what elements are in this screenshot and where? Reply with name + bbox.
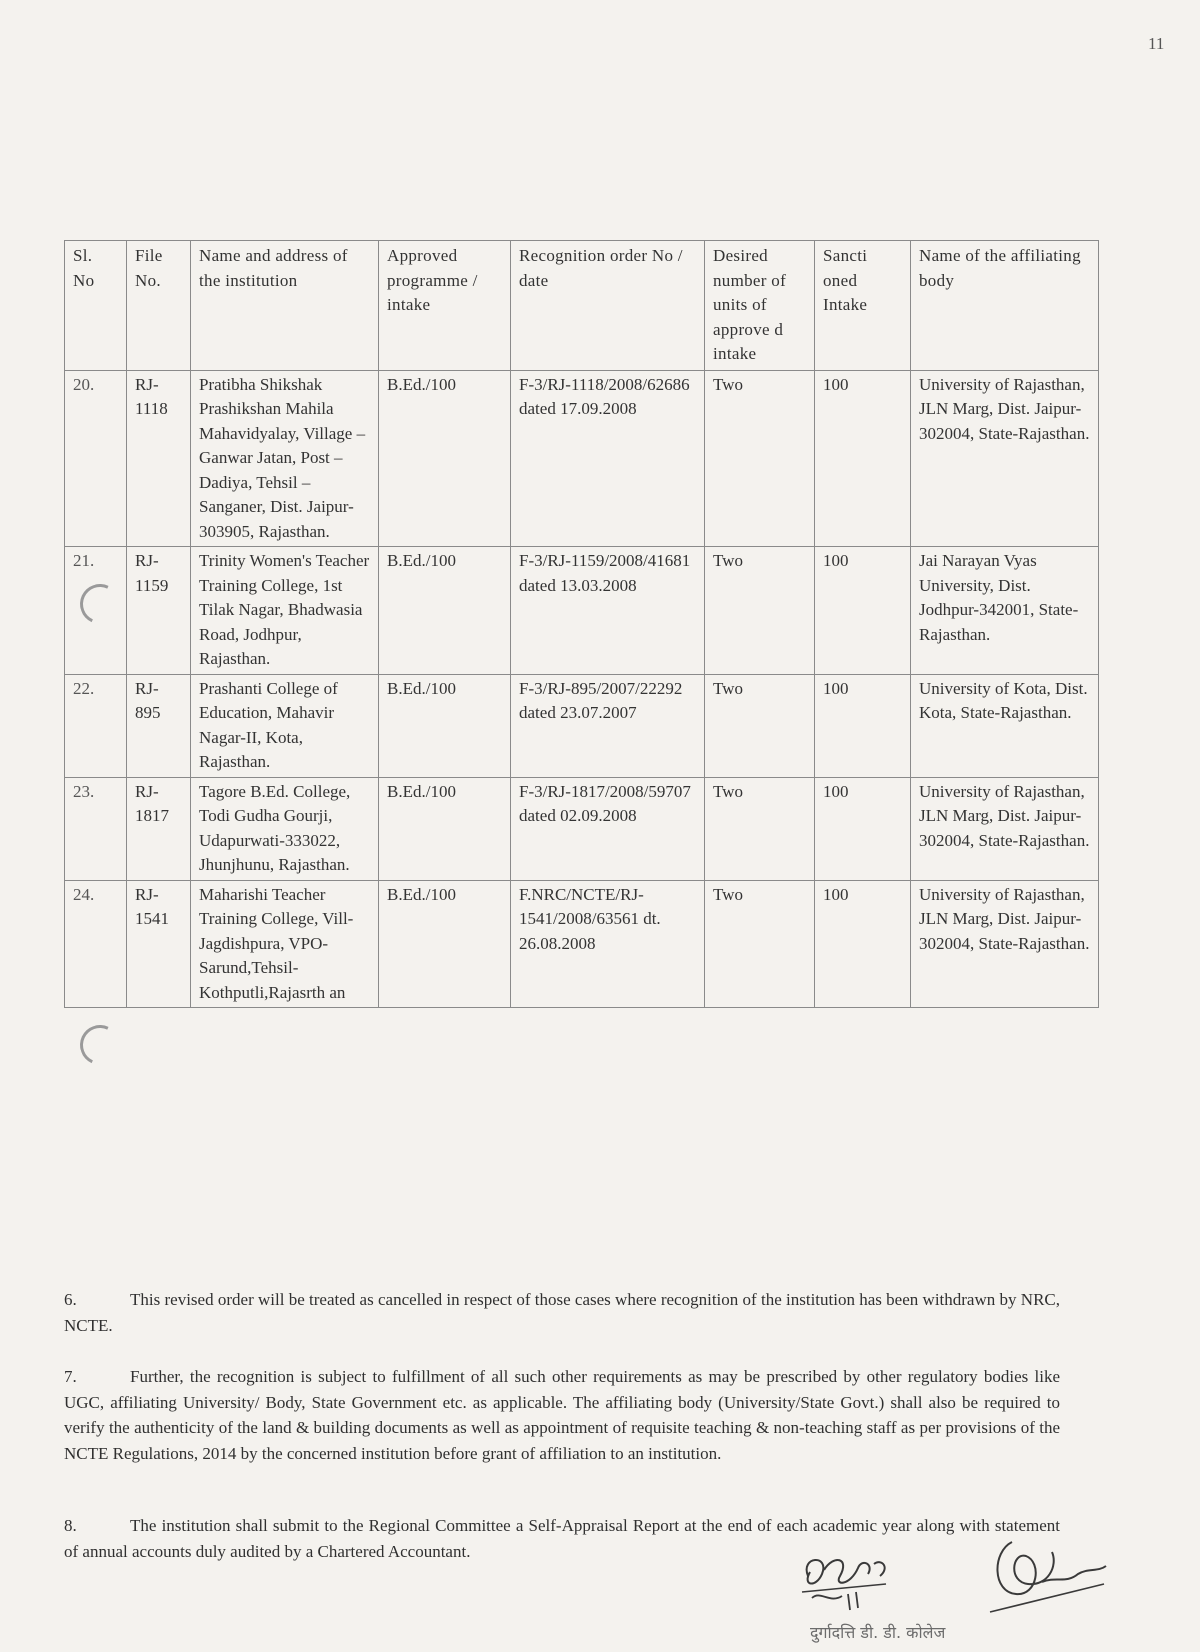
cell-affiliating-body: University of Rajasthan, JLN Marg, Dist. Jaipur-302004, State-Rajasthan. (911, 880, 1099, 1008)
cell-recognition-order: F-3/RJ-1159/2008/41681 dated 13.03.2008 (511, 547, 705, 675)
header-file-no: File No. (127, 241, 191, 371)
cell-affiliating-body: Jai Narayan Vyas University, Dist. Jodhpur-342001, State-Rajasthan. (911, 547, 1099, 675)
header-sanctioned-intake: Sancti oned Intake (815, 241, 911, 371)
header-affiliating-body: Name of the affiliating body (911, 241, 1099, 371)
table-row (65, 547, 1099, 675)
signature-hindi-caption: दुर्गादत्ति डी. डी. कोलेज (810, 1623, 946, 1642)
punch-hole-mark (74, 1019, 125, 1070)
cell-file-no: RJ-895 (127, 674, 191, 777)
cell-desired-units: Two (705, 674, 815, 777)
signature-handwritten (790, 1546, 910, 1626)
cell-recognition-order: F-3/RJ-1817/2008/59707 dated 02.09.2008 (511, 777, 705, 880)
table-row (65, 674, 1099, 777)
paragraph-text: The institution shall submit to the Regional Committee a Self-Appraisal Report at the end of each academic year along with statement of annual accounts duly audited by a Chartered Accountant. (64, 1516, 1060, 1561)
table-header-row (65, 241, 1099, 371)
cell-file-no: RJ-1159 (127, 547, 191, 675)
cell-file-no: RJ-1541 (127, 880, 191, 1008)
cell-desired-units: Two (705, 880, 815, 1008)
cell-sanctioned-intake: 100 (815, 777, 911, 880)
header-desired-units: Desired number of units of approve d intake (705, 241, 815, 371)
cell-desired-units: Two (705, 547, 815, 675)
cell-institution: Prashanti College of Education, Mahavir Nagar-II, Kota, Rajasthan. (191, 674, 379, 777)
cell-desired-units: Two (705, 777, 815, 880)
cell-sanctioned-intake: 100 (815, 880, 911, 1008)
cell-file-no: RJ-1118 (127, 370, 191, 547)
cell-affiliating-body: University of Rajasthan, JLN Marg, Dist. Jaipur-302004, State-Rajasthan. (911, 370, 1099, 547)
table-row (65, 370, 1099, 547)
cell-programme: B.Ed./100 (379, 547, 511, 675)
cell-recognition-order: F-3/RJ-895/2007/22292 dated 23.07.2007 (511, 674, 705, 777)
cell-programme: B.Ed./100 (379, 370, 511, 547)
signature-initials (982, 1522, 1122, 1622)
cell-recognition-order: F.NRC/NCTE/RJ-1541/2008/63561 dt. 26.08.2008 (511, 880, 705, 1008)
paragraph-text: This revised order will be treated as cancelled in respect of those cases where recognition of the institution has been withdrawn by NRC, NCTE. (64, 1290, 1060, 1335)
cell-sanctioned-intake: 100 (815, 370, 911, 547)
paragraph-number: 6. (64, 1290, 77, 1309)
cell-sanctioned-intake: 100 (815, 674, 911, 777)
paragraph-8 (64, 1513, 1060, 1564)
cell-institution: Pratibha Shikshak Prashikshan Mahila Mahavidyalay, Village – Ganwar Jatan, Post – Dadiya, Tehsil – Sanganer, Dist. Jaipur-303905, Rajasthan. (191, 370, 379, 547)
cell-programme: B.Ed./100 (379, 880, 511, 1008)
cell-sanctioned-intake: 100 (815, 547, 911, 675)
paragraph-6 (64, 1287, 1060, 1338)
cell-programme: B.Ed./100 (379, 674, 511, 777)
paragraph-number: 8. (64, 1516, 77, 1535)
table-row (65, 777, 1099, 880)
header-programme: Approved programme / intake (379, 241, 511, 371)
cell-affiliating-body: University of Kota, Dist. Kota, State-Rajasthan. (911, 674, 1099, 777)
cell-sl-no: 24. (65, 880, 127, 1008)
recognition-table (64, 240, 1099, 1008)
header-institution: Name and address of the institution (191, 241, 379, 371)
cell-institution: Tagore B.Ed. College, Todi Gudha Gourji, Udapurwati-333022, Jhunjhunu, Rajasthan. (191, 777, 379, 880)
cell-desired-units: Two (705, 370, 815, 547)
cell-institution: Maharishi Teacher Training College, Vill- Jagdishpura, VPO-Sarund,Tehsil-Kothputli,Rajasrth an (191, 880, 379, 1008)
paragraph-text: Further, the recognition is subject to fulfillment of all such other requirements as may be prescribed by other regulatory bodies like UGC, affiliating University/ Body, State Government etc. as applicable. The affiliating body (University/State Govt.) shall also be required to verify the authenticity of the land & building documents as well as appointment of requisite teaching & non-teaching staff as per provisions of the NCTE Regulations, 2014 by the concerned institution before grant of affiliation to an institution. (64, 1367, 1060, 1463)
header-recognition-order: Recognition order No / date (511, 241, 705, 371)
cell-sl-no: 22. (65, 674, 127, 777)
cell-sl-no: 21. (65, 547, 127, 675)
cell-affiliating-body: University of Rajasthan, JLN Marg, Dist. Jaipur-302004, State-Rajasthan. (911, 777, 1099, 880)
page-number: 11 (1148, 34, 1165, 53)
paragraph-number: 7. (64, 1367, 77, 1386)
cell-sl-no: 23. (65, 777, 127, 880)
header-sl-no: Sl. No (65, 241, 127, 371)
cell-file-no: RJ-1817 (127, 777, 191, 880)
paragraph-7 (64, 1364, 1060, 1466)
cell-institution: Trinity Women's Teacher Training College, 1st Tilak Nagar, Bhadwasia Road, Jodhpur, Rajasthan. (191, 547, 379, 675)
table-row (65, 880, 1099, 1008)
cell-sl-no: 20. (65, 370, 127, 547)
cell-recognition-order: F-3/RJ-1118/2008/62686 dated 17.09.2008 (511, 370, 705, 547)
cell-programme: B.Ed./100 (379, 777, 511, 880)
